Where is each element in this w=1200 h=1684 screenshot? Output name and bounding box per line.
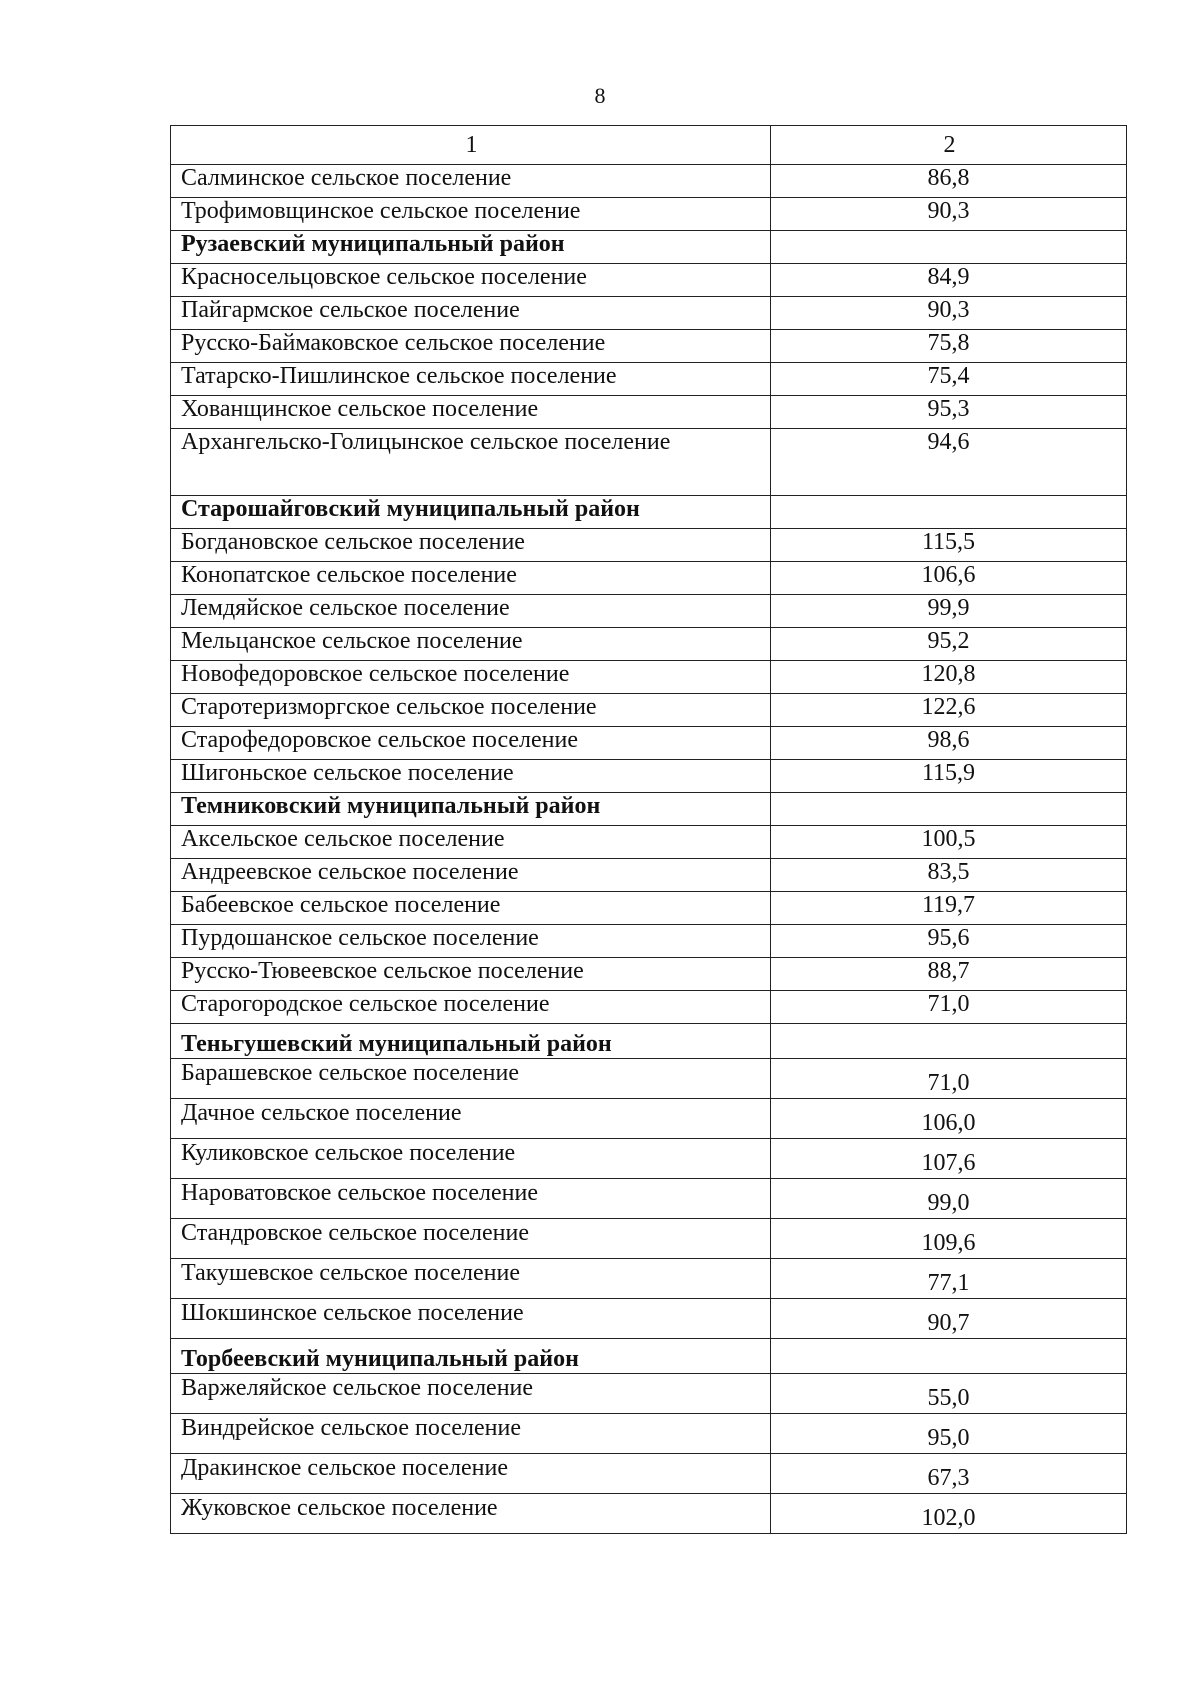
settlement-name: Красносельцовское сельское поселение: [171, 264, 771, 297]
table-row: [171, 1179, 1127, 1219]
settlement-name: Салминское сельское поселение: [171, 165, 771, 198]
district-value: [771, 496, 1127, 529]
settlement-name: Трофимовщинское сельское поселение: [171, 198, 771, 231]
settlement-name: Варжеляйское сельское поселение: [171, 1374, 771, 1414]
settlement-value: 77,1: [771, 1259, 1127, 1299]
settlement-name: Андреевское сельское поселение: [171, 859, 771, 892]
settlement-value: 83,5: [771, 859, 1127, 892]
table-row: [171, 1414, 1127, 1454]
settlement-name: Новофедоровское сельское поселение: [171, 661, 771, 694]
district-value: [771, 1024, 1127, 1059]
table-row: [171, 396, 1127, 429]
settlement-value: 95,0: [771, 1414, 1127, 1454]
table-row: [171, 297, 1127, 330]
settlement-name: Богдановское сельское поселение: [171, 529, 771, 562]
table-row: [171, 1299, 1127, 1339]
settlement-name: Пурдошанское сельское поселение: [171, 925, 771, 958]
settlement-value: 67,3: [771, 1454, 1127, 1494]
settlement-value: 90,3: [771, 198, 1127, 231]
settlement-value: 95,2: [771, 628, 1127, 661]
settlement-value: 95,6: [771, 925, 1127, 958]
table-row: [171, 727, 1127, 760]
district-name: Торбеевский муниципальный район: [171, 1339, 771, 1374]
settlement-value: 106,6: [771, 562, 1127, 595]
settlement-name: Лемдяйское сельское поселение: [171, 595, 771, 628]
district-value: [771, 1339, 1127, 1374]
district-row: [171, 1339, 1127, 1374]
table-row: [171, 628, 1127, 661]
settlement-name: Такушевское сельское поселение: [171, 1259, 771, 1299]
settlement-name: Жуковское сельское поселение: [171, 1494, 771, 1534]
table-row: [171, 826, 1127, 859]
table-row: [171, 1259, 1127, 1299]
settlement-name: Хованщинское сельское поселение: [171, 396, 771, 429]
table-row: [171, 1139, 1127, 1179]
district-name: Теньгушевский муниципальный район: [171, 1024, 771, 1059]
district-name: Темниковский муниципальный район: [171, 793, 771, 826]
settlement-value: 94,6: [771, 429, 1127, 496]
settlement-name: Бабеевское сельское поселение: [171, 892, 771, 925]
settlement-value: 109,6: [771, 1219, 1127, 1259]
settlement-value: 98,6: [771, 727, 1127, 760]
table-row: [171, 760, 1127, 793]
settlement-name: Мельцанское сельское поселение: [171, 628, 771, 661]
settlement-name: Барашевское сельское поселение: [171, 1059, 771, 1099]
settlement-value: 90,3: [771, 297, 1127, 330]
table-row: [171, 595, 1127, 628]
district-row: [171, 793, 1127, 826]
settlement-value: 95,3: [771, 396, 1127, 429]
table-row: [171, 859, 1127, 892]
settlement-name: Конопатское сельское поселение: [171, 562, 771, 595]
settlement-name: Куликовское сельское поселение: [171, 1139, 771, 1179]
settlement-name: Аксельское сельское поселение: [171, 826, 771, 859]
district-row: [171, 496, 1127, 529]
district-value: [771, 231, 1127, 264]
settlement-name: Стандровское сельское поселение: [171, 1219, 771, 1259]
settlement-name: Дракинское сельское поселение: [171, 1454, 771, 1494]
settlement-name: Старофедоровское сельское поселение: [171, 727, 771, 760]
column-header-1: 1: [171, 126, 771, 165]
district-row: [171, 1024, 1127, 1059]
table-row: [171, 165, 1127, 198]
table-row: [171, 429, 1127, 496]
table-row: [171, 991, 1127, 1024]
settlement-value: 107,6: [771, 1139, 1127, 1179]
settlement-value: 84,9: [771, 264, 1127, 297]
settlement-value: 71,0: [771, 1059, 1127, 1099]
table-row: [171, 198, 1127, 231]
settlement-value: 102,0: [771, 1494, 1127, 1534]
settlement-name: Старогородское сельское поселение: [171, 991, 771, 1024]
settlement-value: 90,7: [771, 1299, 1127, 1339]
settlement-value: 71,0: [771, 991, 1127, 1024]
settlement-value: 86,8: [771, 165, 1127, 198]
settlement-name: Русско-Тювеевское сельское поселение: [171, 958, 771, 991]
settlement-name: Нароватовское сельское поселение: [171, 1179, 771, 1219]
settlement-name: Виндрейское сельское поселение: [171, 1414, 771, 1454]
settlement-name: Шигоньское сельское поселение: [171, 760, 771, 793]
page-number: 8: [594, 83, 606, 108]
settlement-value: 120,8: [771, 661, 1127, 694]
table-row: [171, 1454, 1127, 1494]
table-row: [171, 892, 1127, 925]
table-row: [171, 529, 1127, 562]
settlement-name: Старотеризморгское сельское поселение: [171, 694, 771, 727]
district-name: Рузаевский муниципальный район: [171, 231, 771, 264]
district-name: Старошайговский муниципальный район: [171, 496, 771, 529]
table-row: [171, 1374, 1127, 1414]
table-row: [171, 1059, 1127, 1099]
table-row: [171, 694, 1127, 727]
settlement-value: 88,7: [771, 958, 1127, 991]
table-row: [171, 330, 1127, 363]
settlement-value: 106,0: [771, 1099, 1127, 1139]
settlement-value: 75,8: [771, 330, 1127, 363]
table-row: [171, 1219, 1127, 1259]
settlement-name: Архангельско-Голицынское сельское поселение: [171, 429, 771, 496]
district-value: [771, 793, 1127, 826]
settlement-value: 115,9: [771, 760, 1127, 793]
settlement-name: Шокшинское сельское поселение: [171, 1299, 771, 1339]
table-row: [171, 925, 1127, 958]
settlement-value: 100,5: [771, 826, 1127, 859]
settlement-value: 99,0: [771, 1179, 1127, 1219]
settlement-value: 115,5: [771, 529, 1127, 562]
table-row: [171, 661, 1127, 694]
table-row: [171, 562, 1127, 595]
settlements-table: [170, 125, 1127, 1534]
settlement-value: 75,4: [771, 363, 1127, 396]
settlement-name: Татарско-Пишлинское сельское поселение: [171, 363, 771, 396]
table-row: [171, 264, 1127, 297]
table-row: [171, 363, 1127, 396]
settlement-name: Дачное сельское поселение: [171, 1099, 771, 1139]
settlement-value: 99,9: [771, 595, 1127, 628]
table-row: [171, 1494, 1127, 1534]
settlement-name: Русско-Баймаковское сельское поселение: [171, 330, 771, 363]
district-row: [171, 231, 1127, 264]
settlement-value: 55,0: [771, 1374, 1127, 1414]
settlement-value: 122,6: [771, 694, 1127, 727]
table-row: [171, 1099, 1127, 1139]
table-header-row: [171, 126, 1127, 165]
settlement-name: Пайгармское сельское поселение: [171, 297, 771, 330]
settlement-value: 119,7: [771, 892, 1127, 925]
column-header-2: 2: [771, 126, 1127, 165]
table-row: [171, 958, 1127, 991]
